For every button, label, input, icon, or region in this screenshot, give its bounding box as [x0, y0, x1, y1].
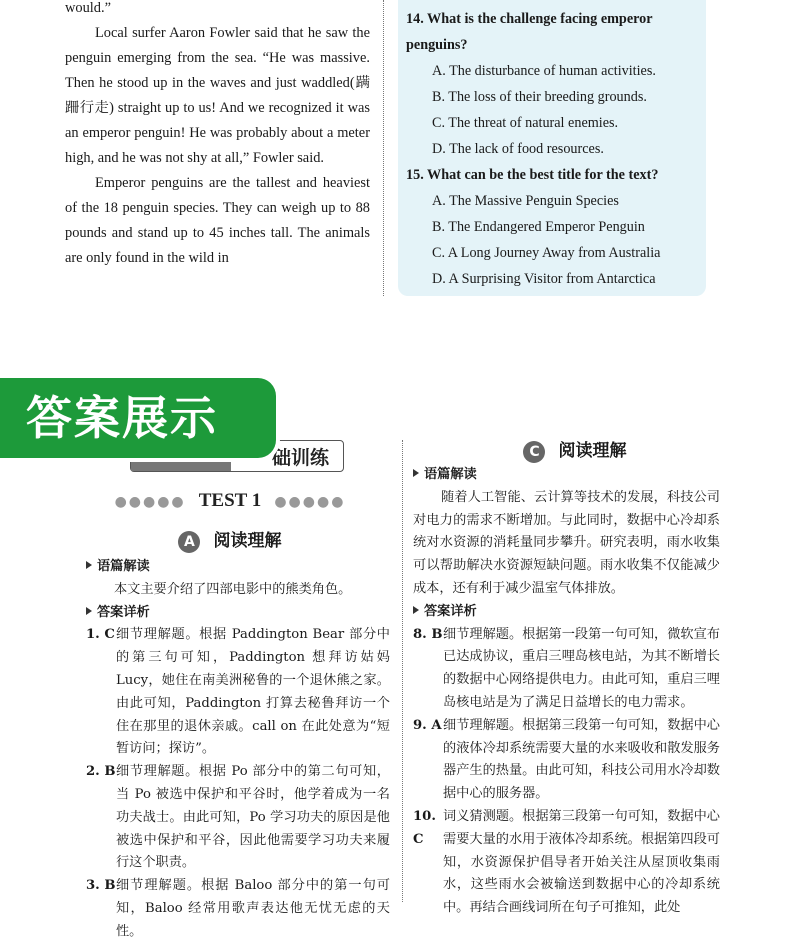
- answer-text: 细节理解题。根据 Po 部分中的第二句可知，当 Po 被选中保护和平谷时，他学着成为一名功夫战士。由此可知，Po 学习功夫的原因是他被选中保护和平谷，因此他需要学习功夫来履行这个职责。: [116, 764, 390, 871]
- option: C. A Long Journey Away from Australia: [432, 245, 661, 261]
- option: B. The Endangered Emperor Penguin: [432, 219, 645, 235]
- dots-decoration: ●●●●●: [274, 494, 346, 510]
- option: D. The lack of food resources.: [432, 141, 604, 157]
- section-letter-icon: C: [523, 441, 545, 463]
- option: C. The threat of natural enemies.: [432, 115, 619, 131]
- triangle-icon: [86, 561, 92, 569]
- answer-number: 3. B: [86, 878, 116, 894]
- answer-item: [413, 806, 720, 920]
- answer-number: 2. B: [86, 764, 116, 780]
- section-title-row: [415, 436, 735, 463]
- answer-text: 细节理解题。根据第一段第一句可知，微软宣布已达成协议，重启三哩岛核电站，为其不断增长的数据中心网络提供电力。由此可知，重启三哩岛核电站是为了满足日益增长的电力需求。: [443, 626, 720, 710]
- triangle-icon: [413, 469, 419, 477]
- answer-item: [86, 761, 390, 875]
- test-title: TEST 1: [198, 490, 262, 511]
- answer-banner: [0, 378, 276, 458]
- option: B. The loss of their breeding grounds.: [432, 89, 647, 105]
- detail-heading: 答案详析: [86, 602, 390, 625]
- answer-number: 9. A: [413, 717, 442, 733]
- answer-text: 细节理解题。根据 Paddington Bear 部分中的第三句可知，Paddington 想拜访姑妈 Lucy，她住在南美洲秘鲁的一个退休熊之家。由此可知，Paddington 打算去秘鲁拜访一个住在那里的退休亲戚。call on 在此处意为“短暂访问；探访”。: [116, 627, 390, 757]
- section-title: 阅读理解: [213, 531, 282, 551]
- dots-decoration: ●●●●●: [114, 494, 186, 510]
- column-divider: [383, 0, 384, 296]
- option: A. The Massive Penguin Species: [432, 193, 619, 209]
- question-14: 14. What is the challenge facing emperor penguins?: [406, 11, 653, 53]
- answer-text: 细节理解题。根据 Baloo 部分中的第一句可知，Baloo 经常用歌声表达他无忧无虑的天性。: [116, 878, 390, 939]
- answer-item: [86, 624, 390, 761]
- section-title: 阅读理解: [558, 441, 627, 461]
- answer-item: [413, 624, 720, 715]
- answer-number: 1. C: [86, 627, 115, 643]
- summary-text: 随着人工智能、云计算等技术的发展，科技公司对电力的需求不断增加。与此同时，数据中心冷却系统对水资源的消耗量同步攀升。研究表明，雨水收集可以帮助解决水资源短缺问题。雨水收集不仅能减少成本，还有利于减少温室气体排放。: [413, 489, 720, 596]
- passage-paragraph: Local surfer Aaron Fowler said that he saw the penguin emerging from the sea. “He was massive. Then he stood up in the waves and just waddled(蹒跚行走) straight up to us! And we recognized it was an emperor penguin! He was probably about a meter high, and he was not shy at all,” Fowler said.: [65, 25, 370, 166]
- option: A. The disturbance of human activities.: [432, 63, 656, 79]
- answer-item: [86, 875, 390, 943]
- left-answers: [86, 556, 390, 944]
- question-15: 15. What can be the best title for the text?: [406, 167, 659, 183]
- answer-banner-label: 答案展示: [26, 391, 218, 445]
- reading-passage: [65, 0, 370, 271]
- detail-heading: 答案详析: [413, 601, 720, 624]
- answer-item: [413, 715, 720, 806]
- triangle-icon: [413, 606, 419, 614]
- section-letter-icon: A: [178, 531, 200, 553]
- column-divider: [402, 440, 403, 902]
- answer-number: 8. B: [413, 626, 443, 642]
- section-title-row: [80, 526, 380, 553]
- summary-heading: 语篇解读: [413, 464, 720, 487]
- answer-text: 细节理解题。根据第三段第一句可知，数据中心的液体冷却系统需要大量的水来吸收和散发服务器产生的热量。由此可知，科技公司用水冷却数据中心的服务器。: [443, 717, 720, 802]
- right-answers: [413, 464, 720, 920]
- questions-box: [398, 0, 706, 296]
- triangle-icon: [86, 607, 92, 615]
- summary-text: 本文主要介绍了四部电影中的熊类角色。: [114, 581, 352, 597]
- summary-heading: 语篇解读: [86, 556, 390, 579]
- answer-number: 10. C: [413, 808, 436, 847]
- answer-text: 词义猜测题。根据第三段第一句可知，数据中心需要大量的水用于液体冷却系统。根据第四段可知，水资源保护倡导者开始关注从屋顶收集雨水，这些雨水会被输送到数据中心的冷却系统中。再结合画线词所在句子可推知，此处: [443, 808, 720, 916]
- section-heading: 础训练: [271, 447, 329, 469]
- passage-paragraph: Emperor penguins are the tallest and heaviest of the 18 penguin species. They can weigh up to 88 pounds and stand up to 45 inches tall. The animals are only found in the wild in: [65, 175, 370, 266]
- option: D. A Surprising Visitor from Antarctica: [432, 271, 656, 287]
- passage-line: would.”: [65, 0, 111, 16]
- test-title-row: [80, 490, 380, 512]
